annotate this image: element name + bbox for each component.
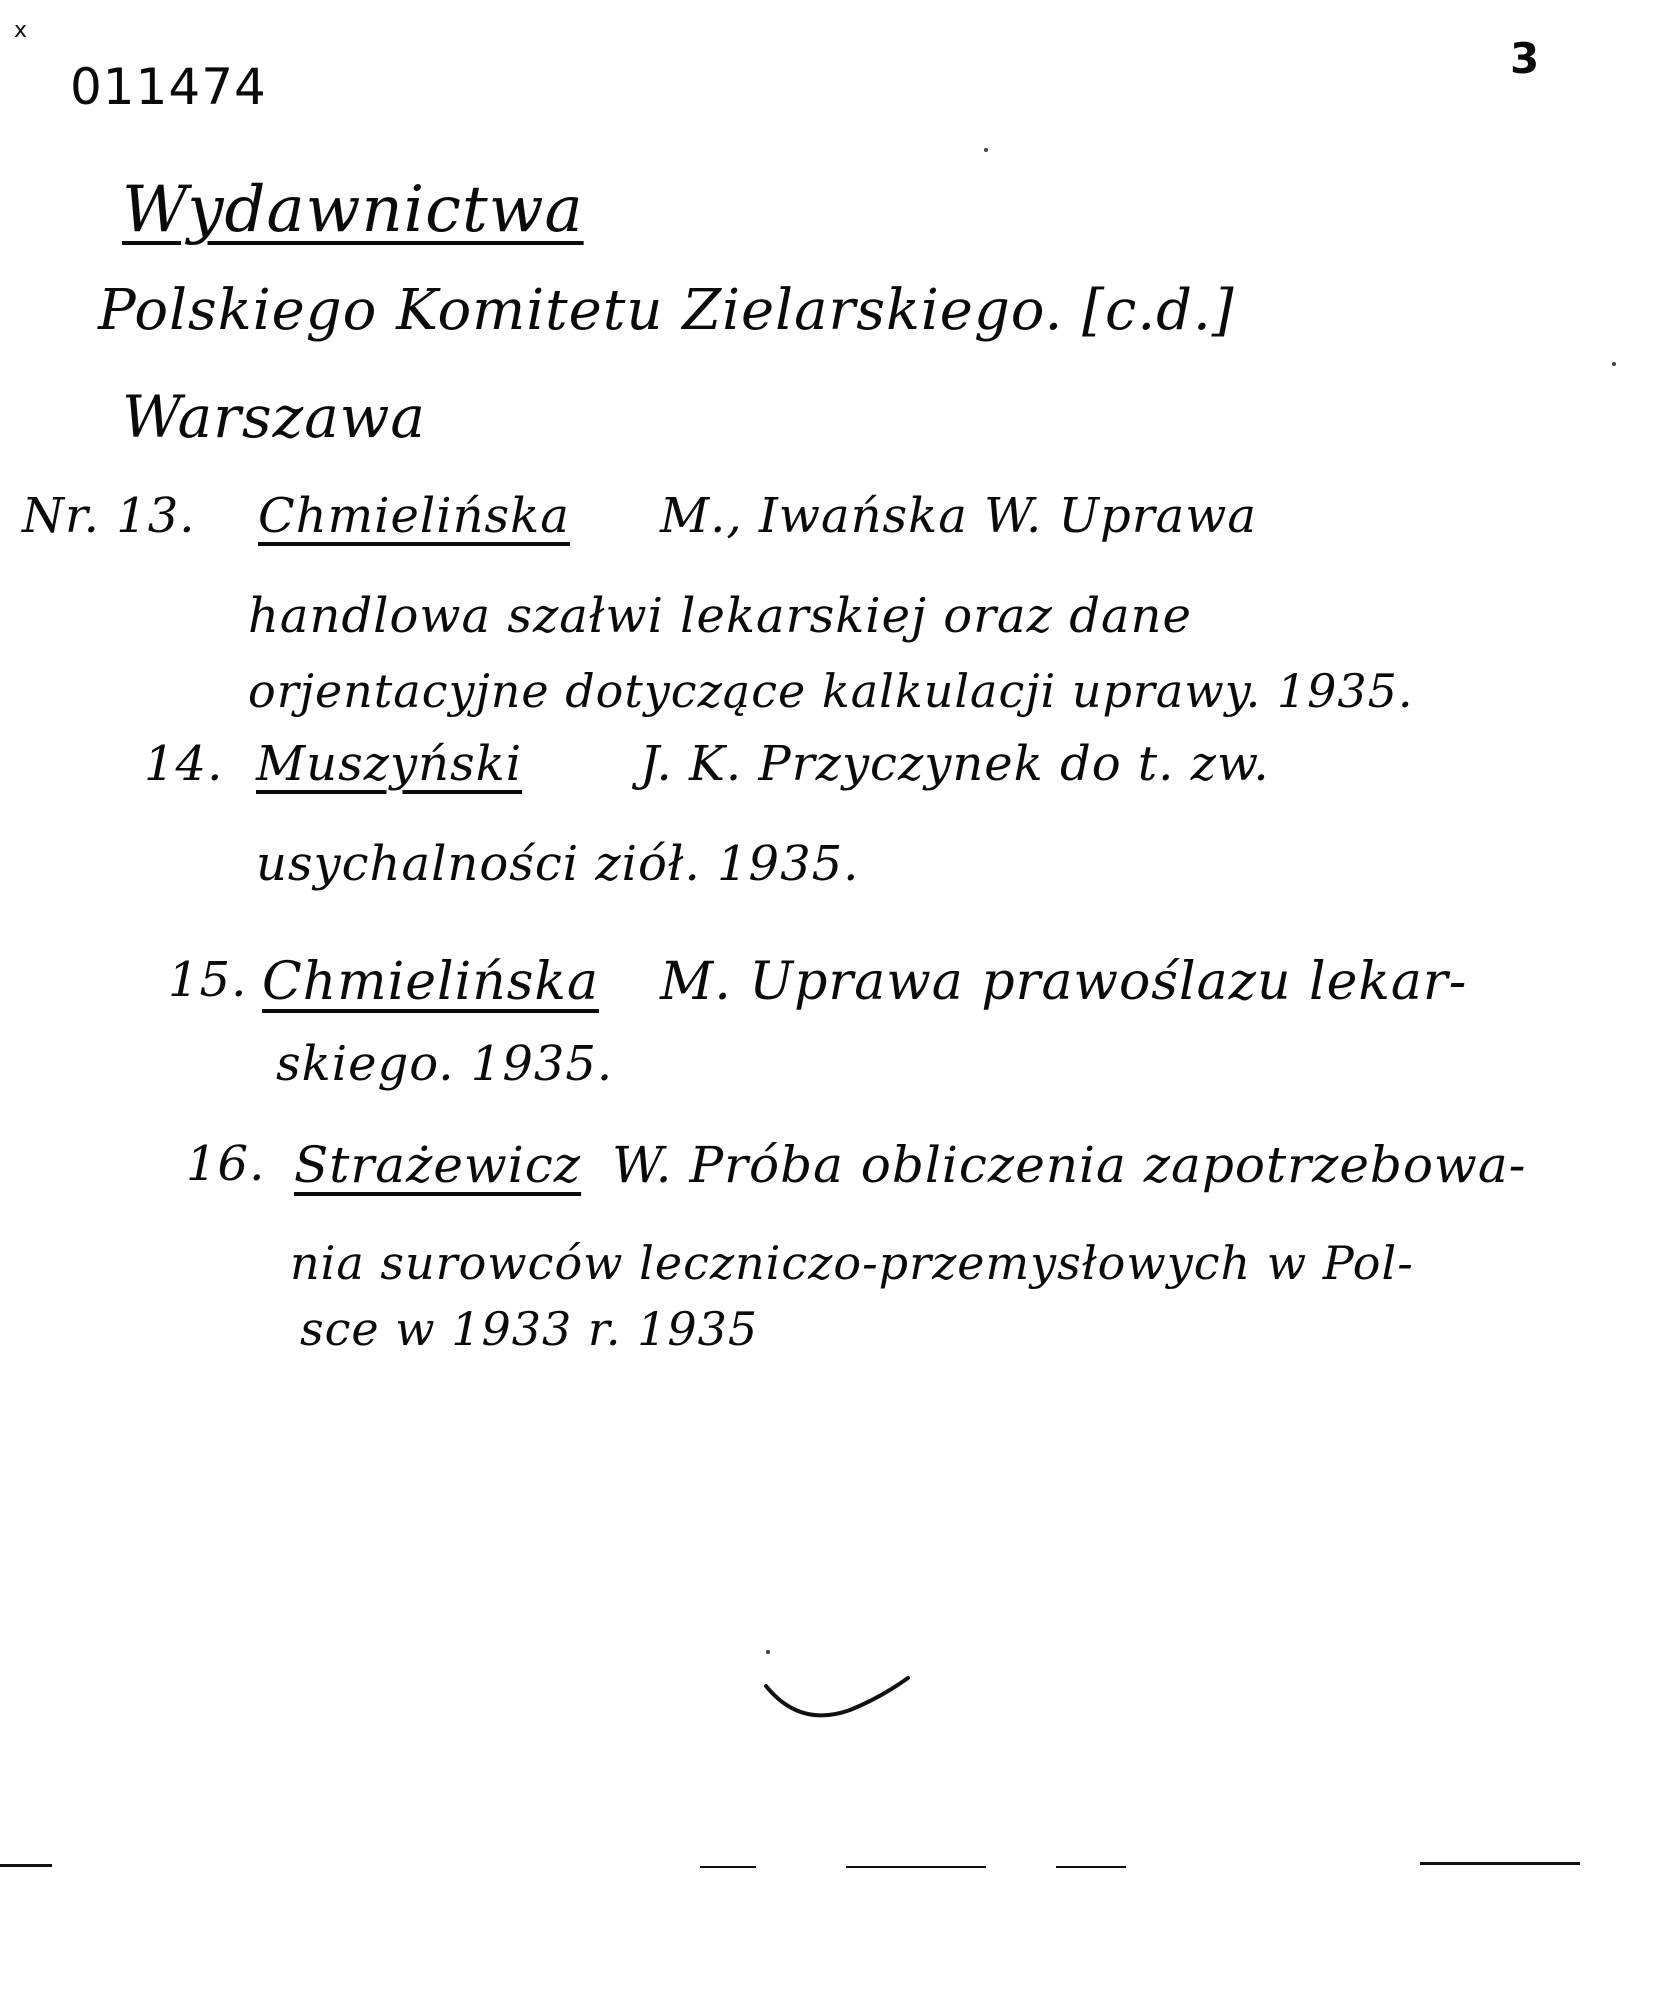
edge-rule xyxy=(700,1866,756,1868)
heading-place: Warszawa xyxy=(122,383,427,451)
entry-title-line: nia surowców leczniczo-przemysłowych w Pol- xyxy=(290,1236,1414,1290)
ink-speck xyxy=(766,1650,770,1654)
entry-number: 14. xyxy=(144,736,224,792)
entry-title-line: skiego. 1935. xyxy=(276,1036,614,1092)
heading-title: Wydawnictwa xyxy=(122,173,584,247)
entry-number: 16. xyxy=(186,1136,266,1192)
entry-author: Chmielińska xyxy=(258,488,570,544)
page-number: 3 xyxy=(1510,34,1541,83)
ink-stroke xyxy=(760,1640,920,1730)
ink-speck xyxy=(1612,362,1616,366)
entry-title-line: M., Iwańska W. Uprawa xyxy=(660,488,1257,544)
entry-author: Muszyński xyxy=(256,736,523,792)
edge-rule xyxy=(0,1864,52,1867)
entry-title-line: usychalności ziół. 1935. xyxy=(256,836,860,892)
entry-title-line: orjentacyjne dotyczące kalkulacji uprawy. 1935. xyxy=(248,664,1414,718)
catalog-number: 011474 xyxy=(70,58,267,116)
edge-rule xyxy=(846,1866,986,1868)
entry-title-line: M. Uprawa prawoślazu lekar- xyxy=(660,952,1468,1012)
entry-title-line: sce w 1933 r. 1935 xyxy=(300,1302,759,1356)
ink-speck xyxy=(984,148,988,152)
entry-author: Chmielińska xyxy=(262,952,599,1012)
heading-publisher: Polskiego Komitetu Zielarskiego. [c.d.] xyxy=(98,278,1235,343)
entry-title-line: J. K. Przyczynek do t. zw. xyxy=(640,736,1270,792)
entry-title-line: handlowa szałwi lekarskiej oraz dane xyxy=(248,588,1192,644)
entry-number: 15. xyxy=(168,952,248,1008)
entry-author: Strażewicz xyxy=(294,1136,582,1194)
edge-rule xyxy=(1056,1866,1126,1868)
entry-number: Nr. 13. xyxy=(22,488,196,544)
edge-rule xyxy=(1420,1862,1580,1865)
corner-mark: x xyxy=(14,18,29,43)
entry-title-line: W. Próba obliczenia zapotrzebowa- xyxy=(612,1136,1527,1194)
